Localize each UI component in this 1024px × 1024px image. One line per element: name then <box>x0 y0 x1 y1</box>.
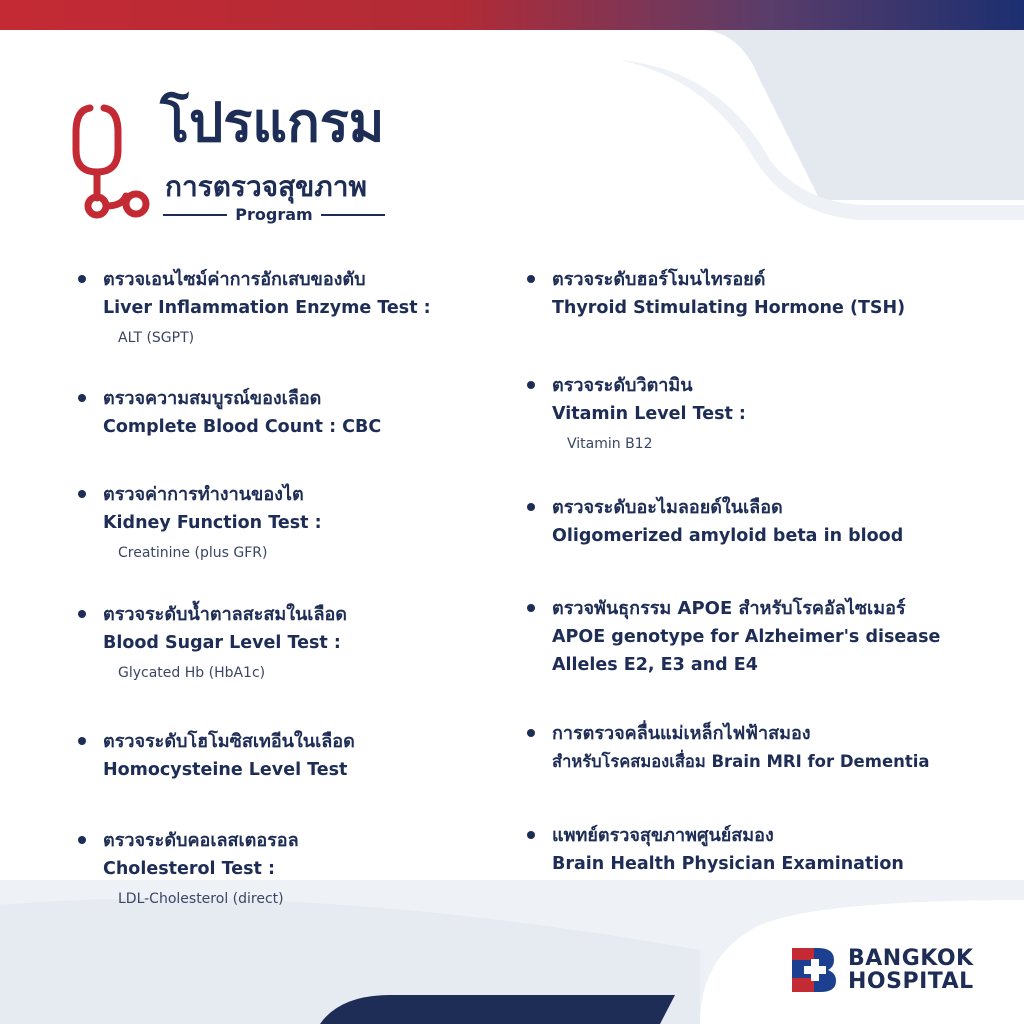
list-item <box>103 385 381 441</box>
list-item <box>552 595 940 679</box>
item-thai: ตรวจระดับฮอร์โมนไทรอยด์ <box>552 269 766 290</box>
item-english: Thyroid Stimulating Hormone (TSH) <box>552 298 906 318</box>
brand-name <box>848 947 974 993</box>
bullet-icon <box>78 275 86 283</box>
bullet-icon <box>78 490 86 498</box>
item-detail: Creatinine (plus GFR) <box>118 545 268 561</box>
item-thai: ตรวจค่าการทำงานของไต <box>103 484 304 505</box>
item-thai: ตรวจพันธุกรรม APOE สำหรับโรคอัลไซเมอร์ <box>552 598 906 619</box>
item-english: APOE genotype for Alzheimer's disease <box>552 627 941 647</box>
item-english: Blood Sugar Level Test : <box>103 633 341 653</box>
item-english-alleles: Alleles E2, E3 and E4 <box>552 655 758 675</box>
brand-line-2: HOSPITAL <box>848 969 974 994</box>
item-thai: ตรวจระดับคอเลสเตอรอล <box>103 830 299 851</box>
list-item <box>103 481 322 563</box>
item-thai: ตรวจระดับอะไมลอยด์ในเลือด <box>552 497 783 518</box>
list-item <box>552 372 746 454</box>
item-thai: ตรวจระดับโฮโมซิสเทอีนในเลือด <box>103 731 355 752</box>
bullet-icon <box>527 729 535 737</box>
item-english: Oligomerized amyloid beta in blood <box>552 526 904 546</box>
divider-left <box>163 214 227 216</box>
bullet-icon <box>527 503 535 511</box>
page-title: โปรแกรม <box>160 91 385 154</box>
item-english: Complete Blood Count : CBC <box>103 417 382 437</box>
brand-line-1: BANGKOK <box>848 946 974 971</box>
bullet-icon <box>78 737 86 745</box>
item-english: Kidney Function Test : <box>103 513 322 533</box>
list-item <box>552 822 904 878</box>
bullet-icon <box>527 831 535 839</box>
bullet-icon <box>527 275 535 283</box>
item-thai: การตรวจคลื่นแม่เหล็กไฟฟ้าสมอง <box>552 723 811 744</box>
list-item <box>103 728 355 784</box>
item-thai: ตรวจระดับน้ำตาลสะสมในเลือด <box>103 604 347 625</box>
item-thai: แพทย์ตรวจสุขภาพศูนย์สมอง <box>552 825 774 846</box>
list-item <box>552 266 905 322</box>
item-thai: ตรวจระดับวิตามิน <box>552 375 693 396</box>
program-label: Program <box>235 205 313 224</box>
divider-right <box>321 214 385 216</box>
list-item <box>103 601 347 683</box>
item-detail: Glycated Hb (HbA1c) <box>118 665 266 681</box>
bangkok-hospital-logo-icon <box>790 946 838 994</box>
bullet-icon <box>78 610 86 618</box>
bullet-icon <box>78 394 86 402</box>
item-detail: Vitamin B12 <box>567 436 653 452</box>
item-thai: ตรวจความสมบูรณ์ของเลือด <box>103 388 322 409</box>
bullet-icon <box>527 381 535 389</box>
bullet-icon <box>78 836 86 844</box>
list-item <box>103 827 299 909</box>
list-item <box>103 266 431 348</box>
page-subtitle: การตรวจสุขภาพ <box>165 170 367 203</box>
item-english: Liver Inflammation Enzyme Test : <box>103 298 431 318</box>
item-english: Cholesterol Test : <box>103 859 275 879</box>
brand-logo <box>790 946 974 994</box>
bullet-icon <box>527 604 535 612</box>
item-thai-line2: สำหรับโรคสมองเสื่อม Brain MRI for Dementia <box>552 752 930 771</box>
item-english: Brain Health Physician Examination <box>552 854 904 874</box>
list-item <box>552 494 903 550</box>
item-detail: LDL-Cholesterol (direct) <box>118 891 284 907</box>
item-english: Vitamin Level Test : <box>552 404 746 424</box>
item-detail: ALT (SGPT) <box>118 330 195 346</box>
item-thai: ตรวจเอนไซม์ค่าการอักเสบของตับ <box>103 269 366 290</box>
list-item <box>552 720 930 776</box>
stethoscope-icon <box>70 100 160 229</box>
program-label-row <box>163 205 385 224</box>
item-english: Homocysteine Level Test <box>103 760 348 780</box>
